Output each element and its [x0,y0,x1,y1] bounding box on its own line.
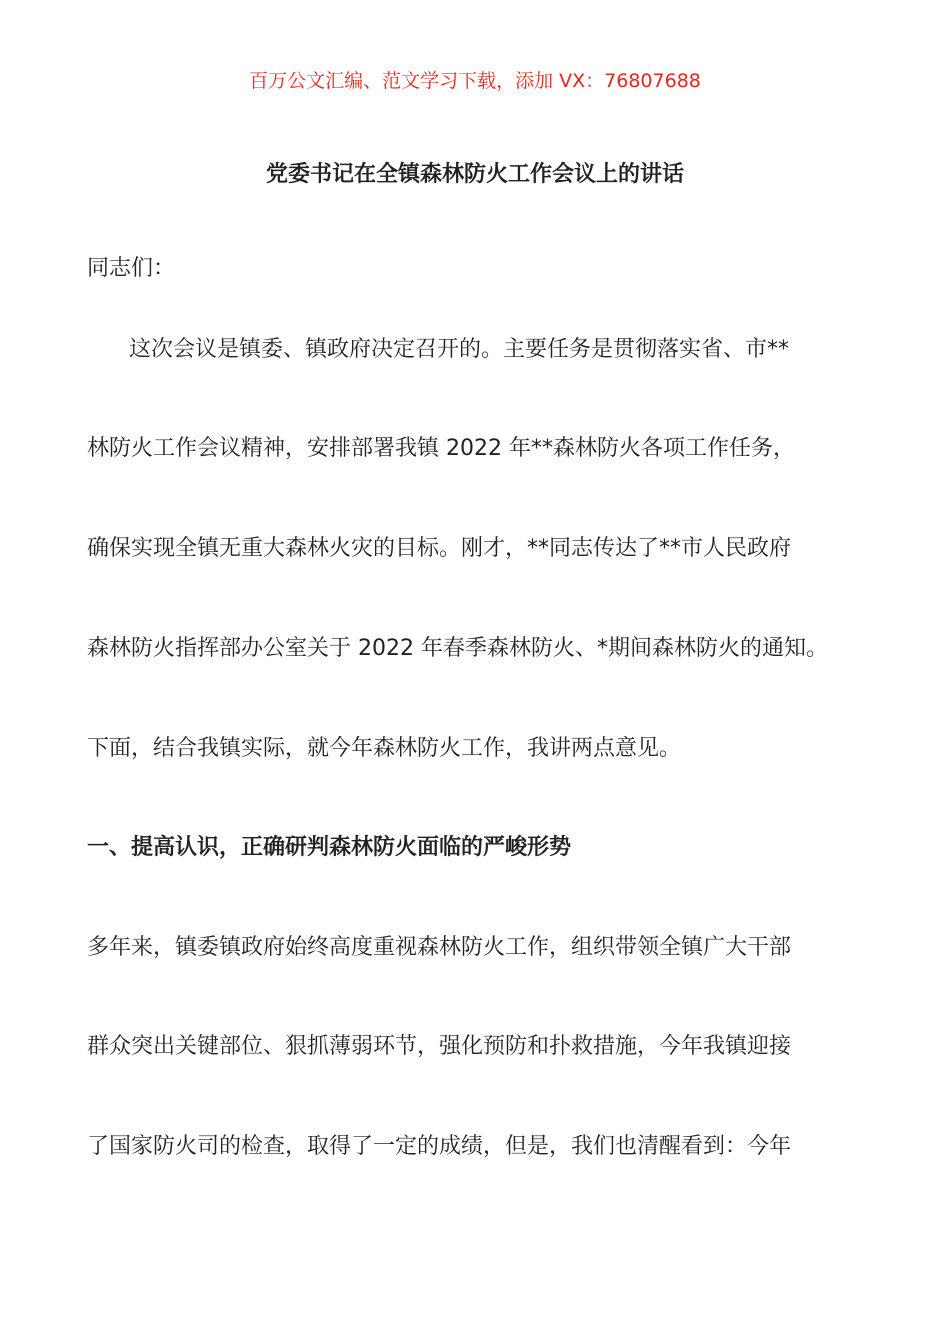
paragraph-line: 确保实现全镇无重大森林火灾的目标。刚才，**同志传达了**市人民政府 [87,536,792,561]
paragraph-line: 了国家防火司的检查，取得了一定的成绩，但是，我们也清醒看到：今年 [87,1134,792,1159]
header-banner: 百万公文汇编、范文学习下载，添加 VX：76807688 [249,70,701,92]
paragraph-line: 群众突出关键部位、狠抓薄弱环节，强化预防和扑救措施，今年我镇迎接 [87,1034,792,1059]
paragraph-line: 这次会议是镇委、镇政府决定召开的。主要任务是贯彻落实省、市** [87,337,789,362]
paragraph-line: 下面，结合我镇实际，就今年森林防火工作，我讲两点意见。 [87,736,682,761]
paragraph-line: 林防火工作会议精神，安排部署我镇 2022 年**森林防火各项工作任务， [87,436,795,461]
paragraph-line: 多年来，镇委镇政府始终高度重视森林防火工作，组织带领全镇广大干部 [87,935,792,960]
document-title: 党委书记在全镇森林防火工作会议上的讲话 [265,162,684,187]
salutation: 同志们： [87,256,176,281]
paragraph-line: 森林防火指挥部办公室关于 2022 年春季森林防火、*期间森林防火的通知。 [87,636,828,661]
section-heading: 一、提高认识，正确研判森林防火面临的严峻形势 [87,835,572,860]
